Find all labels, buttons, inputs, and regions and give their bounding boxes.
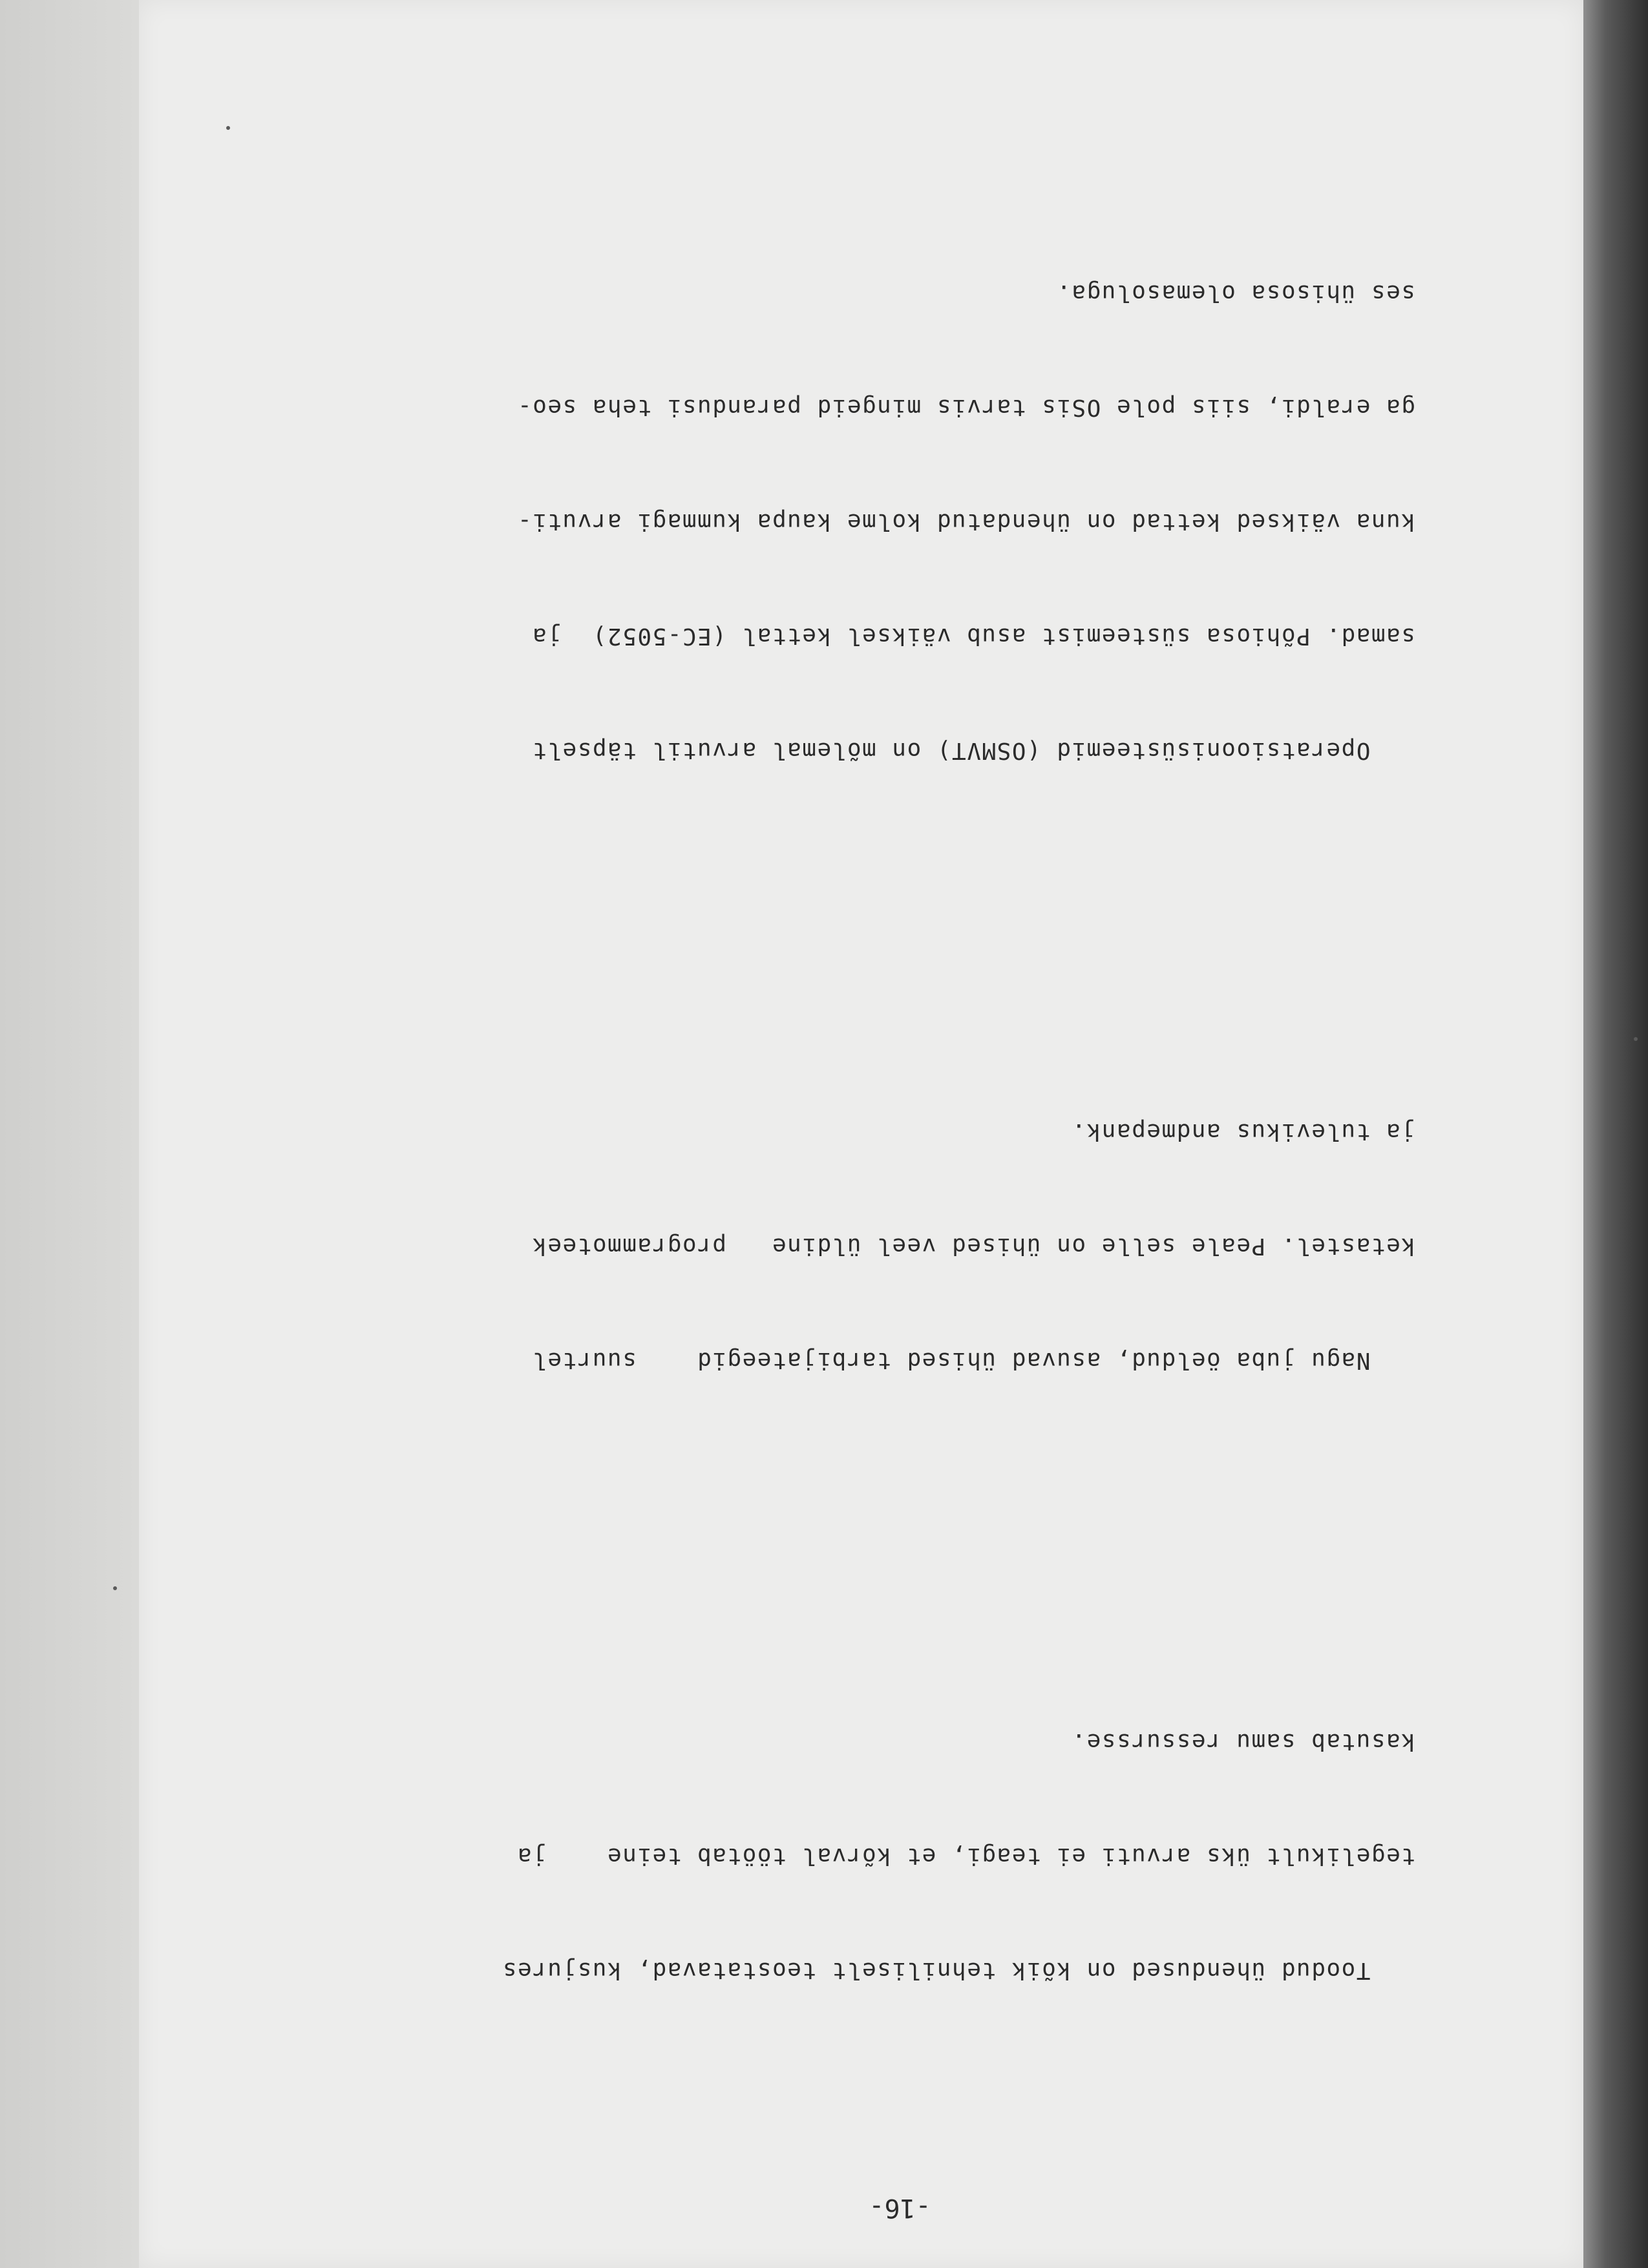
text-line: kuna väiksed kettad on ühendatud kolme kaupa kummagi arvuti- [516, 509, 1415, 535]
text-line: kasutab samu ressursse. [1071, 1728, 1415, 1755]
dust-speck [226, 126, 230, 130]
typewritten-body [200, 0, 1415, 2142]
text-line: ketastel. Peale selle on ühised veel üldine programmoteek [531, 1233, 1415, 1259]
dust-speck [1634, 1037, 1638, 1041]
text-line: Toodud ühendused on kõik tehniliselt teostatavad, kusjures [502, 1957, 1415, 1984]
text-line: samad. Põhiosa süsteemist asub väiksel kettal (EC-5052) ja [531, 623, 1415, 649]
text-line: Nagu juba öeldud, asuvad ühised tarbijateegid suurtel [531, 1347, 1415, 1374]
paragraph [200, 198, 1415, 846]
dust-speck [113, 1586, 117, 1590]
text-line: Operatsioonisüsteemid (OSMVT) on mõlemal arvutil täpselt [531, 737, 1415, 764]
upside-down-page-content [139, 0, 1583, 2268]
text-line: ses ühisosa olemasoluga. [1055, 280, 1415, 306]
paragraph [200, 1646, 1415, 2066]
text-line: ga eraldi, siis pole OSis tarvis mingeid parandusi teha seo- [516, 394, 1415, 421]
text-line: tegelikult üks arvuti ei teagi, et kõrval töötab teine ja [516, 1843, 1415, 1869]
scanner-bed-left [0, 0, 139, 2268]
paragraph [200, 1036, 1415, 1456]
page-number: -16- [869, 2193, 931, 2223]
scanner-edge-right [1583, 0, 1648, 2268]
paragraph [200, 0, 1415, 7]
text-line: ja tulevikus andmepank. [1071, 1118, 1415, 1145]
